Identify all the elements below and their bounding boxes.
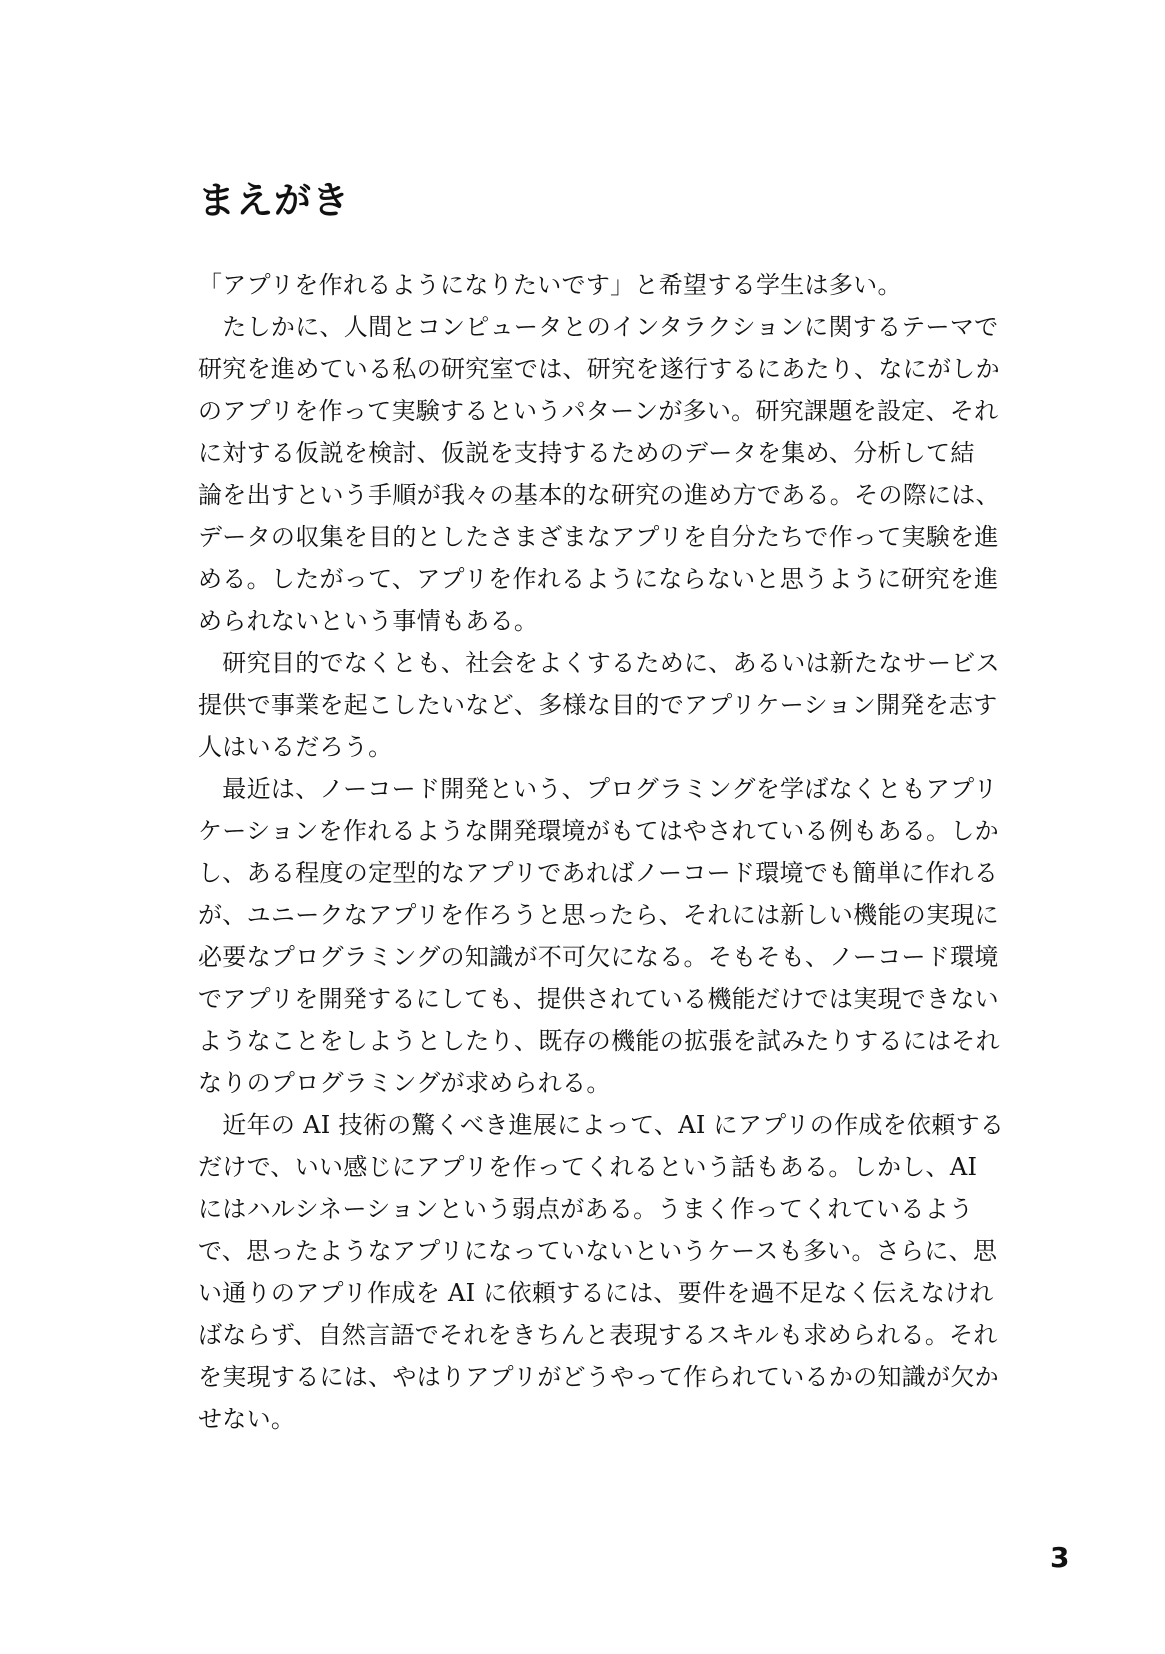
text-line: 最近は、ノーコード開発という、プログラミングを学ばなくともアプリ <box>198 775 998 803</box>
text-line: だけで、いい感じにアプリを作ってくれるという話もある。しかし、AI <box>198 1153 978 1181</box>
text-line: なりのプログラミングが求められる。 <box>198 1069 611 1097</box>
body-text <box>198 264 1038 1484</box>
text-line: ようなことをしようとしたり、既存の機能の拡張を試みたりするにはそれ <box>198 1027 1000 1055</box>
text-line: 必要なプログラミングの知識が不可欠になる。そもそも、ノーコード環境 <box>198 943 999 971</box>
text-line: たしかに、人間とコンピュータとのインタラクションに関するテーマで <box>198 313 999 341</box>
text-line: が、ユニークなアプリを作ろうと思ったら、それには新しい機能の実現に <box>198 901 999 929</box>
text-line: い通りのアプリ作成を AI に依頼するには、要件を過不足なく伝えなけれ <box>198 1279 994 1307</box>
text-line: ケーションを作れるような開発環境がもてはやされている例もある。しか <box>198 817 999 845</box>
text-line: で、思ったようなアプリになっていないというケースも多い。さらに、思 <box>198 1237 998 1265</box>
text-line: める。したがって、アプリを作れるようにならないと思うように研究を進 <box>198 565 999 593</box>
text-line: 研究目的でなくとも、社会をよくするために、あるいは新たなサービス <box>198 649 1000 677</box>
page-number: 3 <box>1050 1541 1070 1574</box>
page-title: まえがき <box>198 179 350 222</box>
text-line: 提供で事業を起こしたいなど、多様な目的でアプリケーション開発を志す <box>198 691 998 719</box>
text-line: のアプリを作って実験するというパターンが多い。研究課題を設定、それ <box>198 397 999 425</box>
text-line: 論を出すという手順が我々の基本的な研究の進め方である。その際には、 <box>198 481 1000 509</box>
text-line: し、ある程度の定型的なアプリであればノーコード環境でも簡単に作れる <box>198 859 999 887</box>
text-line: データの収集を目的としたさまざまなアプリを自分たちで作って実験を進 <box>198 523 999 551</box>
text-line: でアプリを開発するにしても、提供されている機能だけでは実現できない <box>198 985 999 1013</box>
text-line: められないという事情もある。 <box>198 607 539 635</box>
text-line: にはハルシネーションという弱点がある。うまく作ってくれているよう <box>198 1195 974 1223</box>
text-line: 近年の AI 技術の驚くべき進展によって、AI にアプリの作成を依頼する <box>198 1111 1005 1139</box>
text-line: せない。 <box>198 1405 296 1433</box>
text-line: ばならず、自然言語でそれをきちんと表現するスキルも求められる。それ <box>198 1321 998 1349</box>
text-line: 研究を進めている私の研究室では、研究を遂行するにあたり、なにがしか <box>198 355 1000 383</box>
text-line: 「アプリを作れるようになりたいです」と希望する学生は多い。 <box>198 271 902 299</box>
text-line: 人はいるだろう。 <box>198 733 393 761</box>
text-line: に対する仮説を検討、仮説を支持するためのデータを集め、分析して結 <box>198 439 975 467</box>
text-line: を実現するには、やはりアプリがどうやって作られているかの知識が欠か <box>198 1363 999 1391</box>
